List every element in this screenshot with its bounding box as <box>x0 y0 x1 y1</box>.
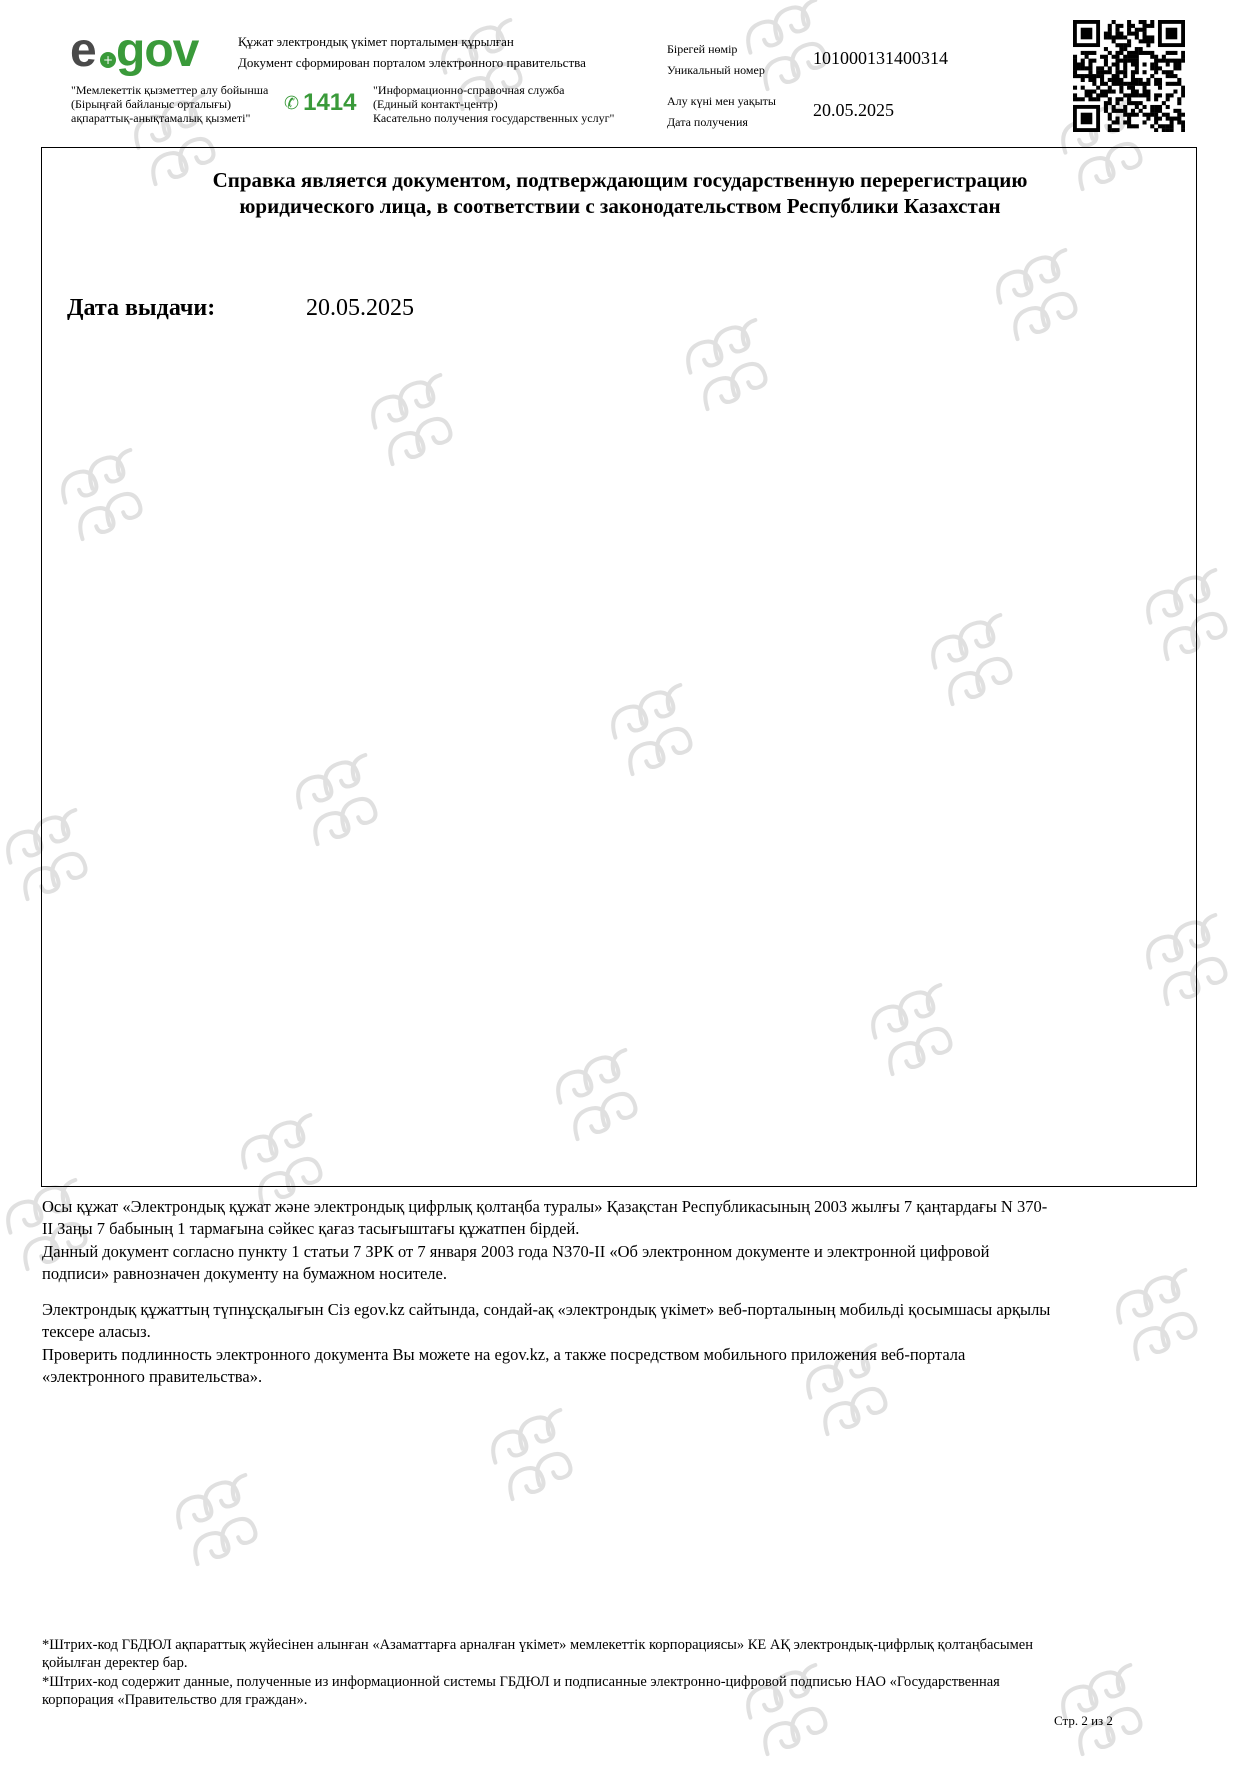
phone-block <box>284 89 356 117</box>
qr-code-icon <box>1073 20 1185 132</box>
portal-line-kz: Құжат электрондық үкімет порталымен құрылған <box>238 34 514 49</box>
phone-icon: ✆ <box>284 92 300 114</box>
issue-date-label: Дата выдачи: <box>67 295 216 321</box>
logo-gov: gov <box>116 24 199 77</box>
unique-number: 101000131400314 <box>813 48 948 68</box>
logo-e: e <box>70 24 97 77</box>
footer-ru-line: *Штрих-код содержит данные, полученные из информационной системы ГБДЮЛ и подписанные электронно-цифровой подписью НАО «Государственная <box>42 1674 1000 1690</box>
egov-logo <box>70 26 210 76</box>
footer-ru <box>42 1673 1202 1709</box>
unique-label-ru: Уникальный номер <box>667 63 765 77</box>
footer-kz-line: қойылған деректер бар. <box>42 1655 188 1671</box>
legal-kz <box>42 1196 1192 1240</box>
contact-kz-line: (Бірыңғай байланыс орталығы) <box>71 97 232 111</box>
title-line: Справка является документом, подтверждающим государственную перерегистрацию <box>212 168 1028 192</box>
verify-ru-line: «электронного правительства». <box>42 1367 263 1386</box>
page-number: Стр. 2 из 2 <box>1054 1713 1113 1728</box>
contact-kz-line: "Мемлекеттік қызметтер алу бойынша <box>71 83 269 97</box>
phone-number: 1414 <box>303 89 357 116</box>
footer-kz-line: *Штрих-код ГБДЮЛ ақпараттық жүйесінен алынған «Азаматтарға арналған үкімет» мемлекеттік корпорациясы» КЕ АҚ электрондық-цифрлық қолтаңбасымен <box>42 1637 1033 1653</box>
legal-ru-line: Данный документ согласно пункту 1 статьи 7 ЗРК от 7 января 2003 года N370-II «Об электронном документе и электронной цифровой <box>42 1242 990 1261</box>
portal-line-ru: Документ сформирован порталом электронного правительства <box>238 55 586 70</box>
legal-ru-line: подписи» равнозначен документу на бумажном носителе. <box>42 1264 447 1283</box>
contact-ru-line: Касательно получения государственных услуг" <box>373 111 615 125</box>
legal-ru <box>42 1241 1192 1285</box>
verify-ru-line: Проверить подлинность электронного документа Вы можете на egov.kz, а также посредством мобильного приложения веб-портала <box>42 1345 966 1364</box>
legal-kz-line: Осы құжат «Электрондық құжат және электрондық цифрлық қолтаңба туралы» Қазақстан Республикасының 2003 жылғы 7 қаңтардағы N 370- <box>42 1197 1048 1216</box>
legal-kz-line: II Заңы 7 бабының 1 тармағына сәйкес қағаз тасығыштағы құжатпен бірдей. <box>42 1219 580 1238</box>
date-value: 20.05.2025 <box>813 100 894 120</box>
contact-ru-line: "Информационно-справочная служба <box>373 83 565 97</box>
ornament-watermark-icon <box>474 1397 597 1513</box>
date-label-ru: Дата получения <box>667 115 748 129</box>
verify-kz <box>42 1299 1192 1343</box>
document-title <box>70 167 1170 219</box>
contact-ru-line: (Единый контакт-центр) <box>373 97 498 111</box>
verify-ru <box>42 1344 1192 1388</box>
logo-plus-icon: + <box>100 52 116 68</box>
verify-kz-line: Электрондық құжаттың түпнұсқалығын Сіз egov.kz сайтында, сондай-ақ «электрондық үкімет» веб-порталының мобильді қосымшасы арқылы <box>42 1300 1051 1319</box>
contact-kz-line: ақпараттық-анықтамалық қызметі" <box>71 111 251 125</box>
footer-ru-line: корпорация «Правительство для граждан». <box>42 1692 308 1708</box>
title-line: юридического лица, в соответствии с законодательством Республики Казахстан <box>239 194 1001 218</box>
footer-kz <box>42 1636 1202 1672</box>
ornament-watermark-icon <box>159 1462 282 1578</box>
contact-kz <box>71 83 268 125</box>
contact-ru <box>373 83 614 125</box>
date-label-kz: Алу күні мен уақыты <box>667 94 776 108</box>
issue-date-value: 20.05.2025 <box>306 295 414 321</box>
unique-label-kz: Бірегей нөмір <box>667 42 738 56</box>
verify-kz-line: тексере аласыз. <box>42 1322 151 1341</box>
